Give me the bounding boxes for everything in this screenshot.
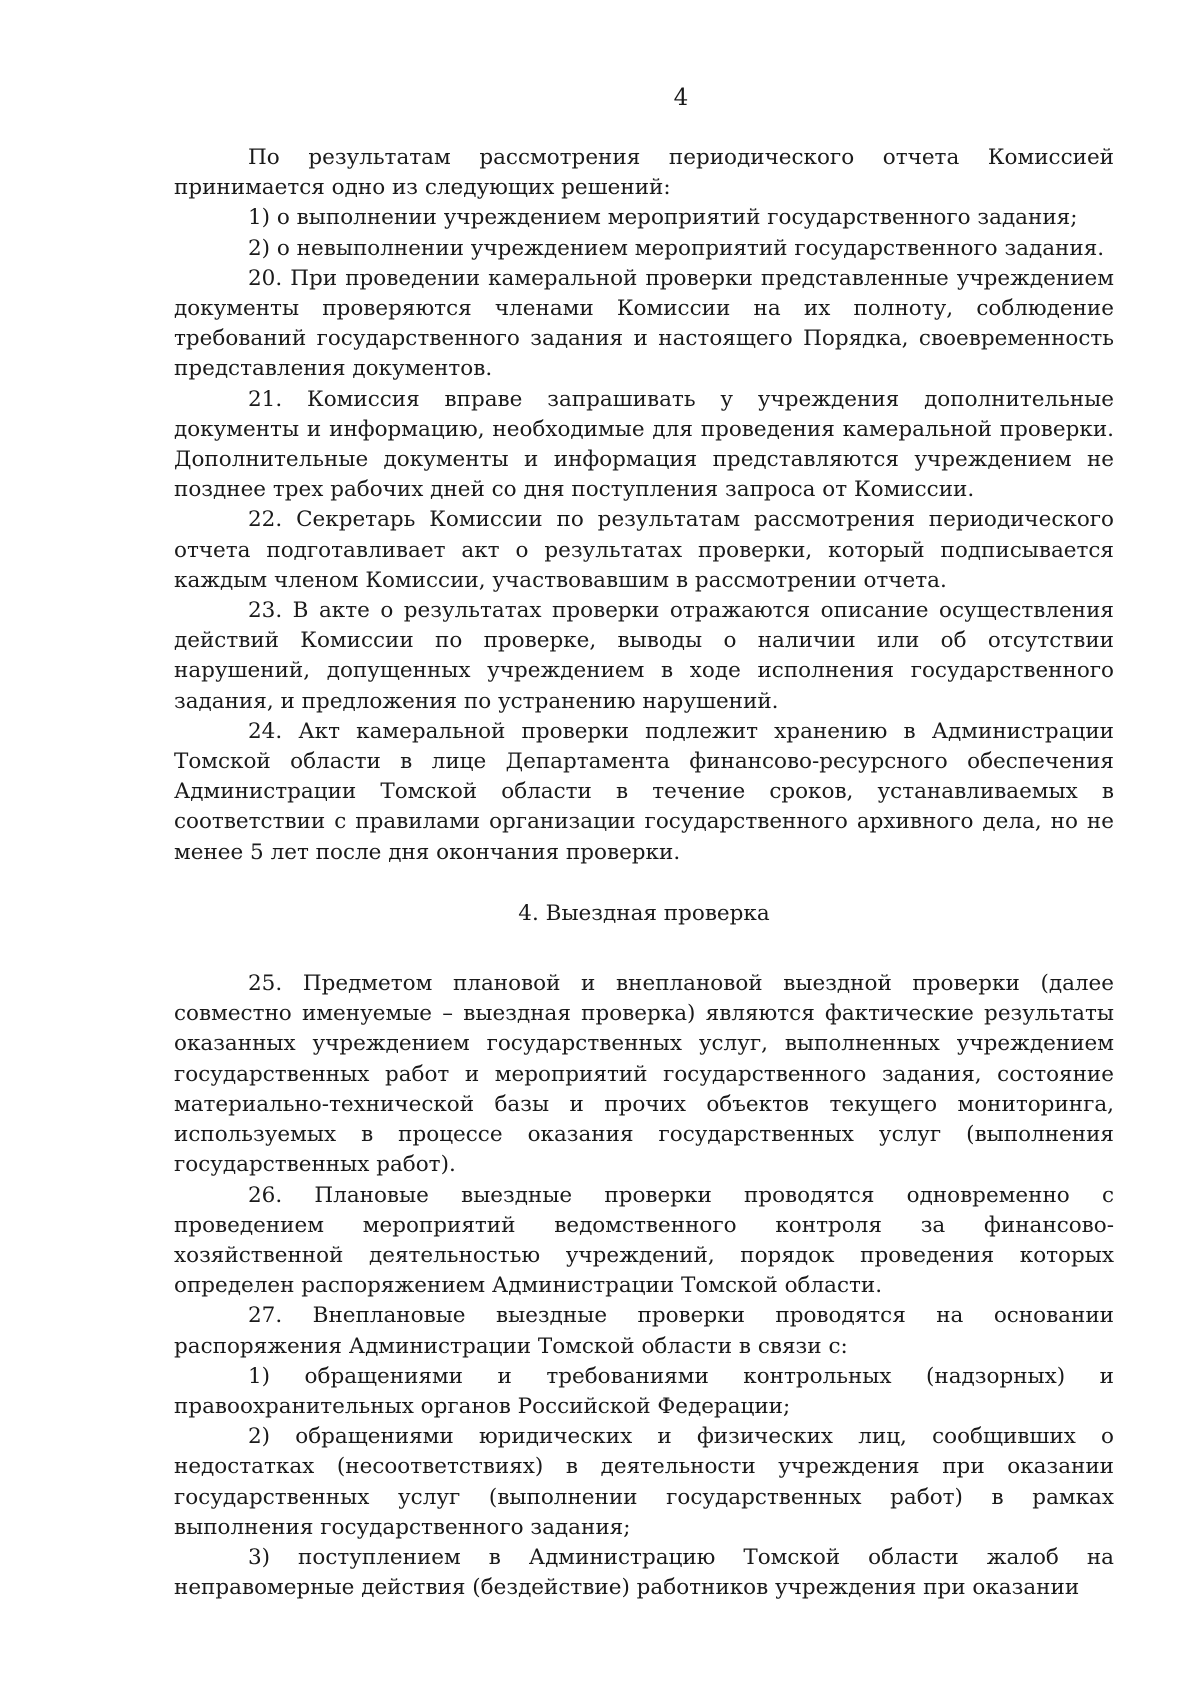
page-number: 4 <box>673 85 689 111</box>
paragraph-decision-1: 1) о выполнении учреждением мероприятий государственного задания; <box>248 205 1078 231</box>
paragraph-24: 24. Акт камеральной проверки подлежит хранению в Администрации Томской области в лице Департамента финансово-ресурсного обеспечения Администрации Томской области в течение сроков, устанавливаемых в соответствии с правилами организации государственного архивного дела, но не менее 5 лет после дня окончания проверки. <box>174 718 1114 865</box>
section-heading: 4. Выездная проверка <box>518 900 770 926</box>
paragraph-27-item-2: 2) обращениями юридических и физических лиц, сообщивших о недостатках (несоответствиях) в деятельности учреждения при оказании государственных услуг (выполнении государственных работ) в рамках выполнения государственного задания; <box>174 1424 1114 1540</box>
paragraph-decision-2: 2) о невыполнении учреждением мероприятий государственного задания. <box>248 235 1105 261</box>
paragraph-decision-intro: По результатам рассмотрения периодического отчета Комиссией принимается одно из следующих решений: <box>174 145 1114 201</box>
paragraph-21: 21. Комиссия вправе запрашивать у учреждения дополнительные документы и информацию, необходимые для проведения камеральной проверки. Дополнительные документы и информация представляются учреждением не позднее трех рабочих дней со дня поступления запроса от Комиссии. <box>174 386 1114 503</box>
paragraph-27-item-1: 1) обращениями и требованиями контрольных (надзорных) и правоохранительных органов Российской Федерации; <box>174 1363 1114 1419</box>
paragraph-22: 22. Секретарь Комиссии по результатам рассмотрения периодического отчета подготавливает акт о результатах проверки, который подписывается каждым членом Комиссии, участвовавшим в рассмотрении отчета. <box>174 507 1114 593</box>
document-body <box>174 143 1114 1603</box>
paragraph-27: 27. Внеплановые выездные проверки проводятся на основании распоряжения Администрации Томской области в связи с: <box>174 1303 1114 1359</box>
paragraph-20: 20. При проведении камеральной проверки представленные учреждением документы проверяются членами Комиссии на их полноту, соблюдение требований государственного задания и настоящего Порядка, своевременность представления документов. <box>174 265 1114 382</box>
paragraph-26: 26. Плановые выездные проверки проводятся одновременно с проведением мероприятий ведомственного контроля за финансово-хозяйственной деятельностью учреждений, порядок проведения которых определен распоряжением Администрации Томской области. <box>174 1182 1114 1299</box>
paragraph-25: 25. Предметом плановой и внеплановой выездной проверки (далее совместно именуемые – выездная проверка) являются фактические результаты оказанных учреждением государственных услуг, выполненных учреждением государственных работ и мероприятий государственного задания, состояние материально-технической базы и прочих объектов текущего мониторинга, используемых в процессе оказания государственных услуг (выполнения государственных работ). <box>174 971 1114 1178</box>
paragraph-27-item-3: 3) поступлением в Администрацию Томской области жалоб на неправомерные действия (бездействие) работников учреждения при оказании <box>174 1544 1114 1601</box>
paragraph-23: 23. В акте о результатах проверки отражаются описание осуществления действий Комиссии по проверке, выводы о наличии или об отсутствии нарушений, допущенных учреждением в ходе исполнения государственного задания, и предложения по устранению нарушений. <box>174 598 1114 714</box>
